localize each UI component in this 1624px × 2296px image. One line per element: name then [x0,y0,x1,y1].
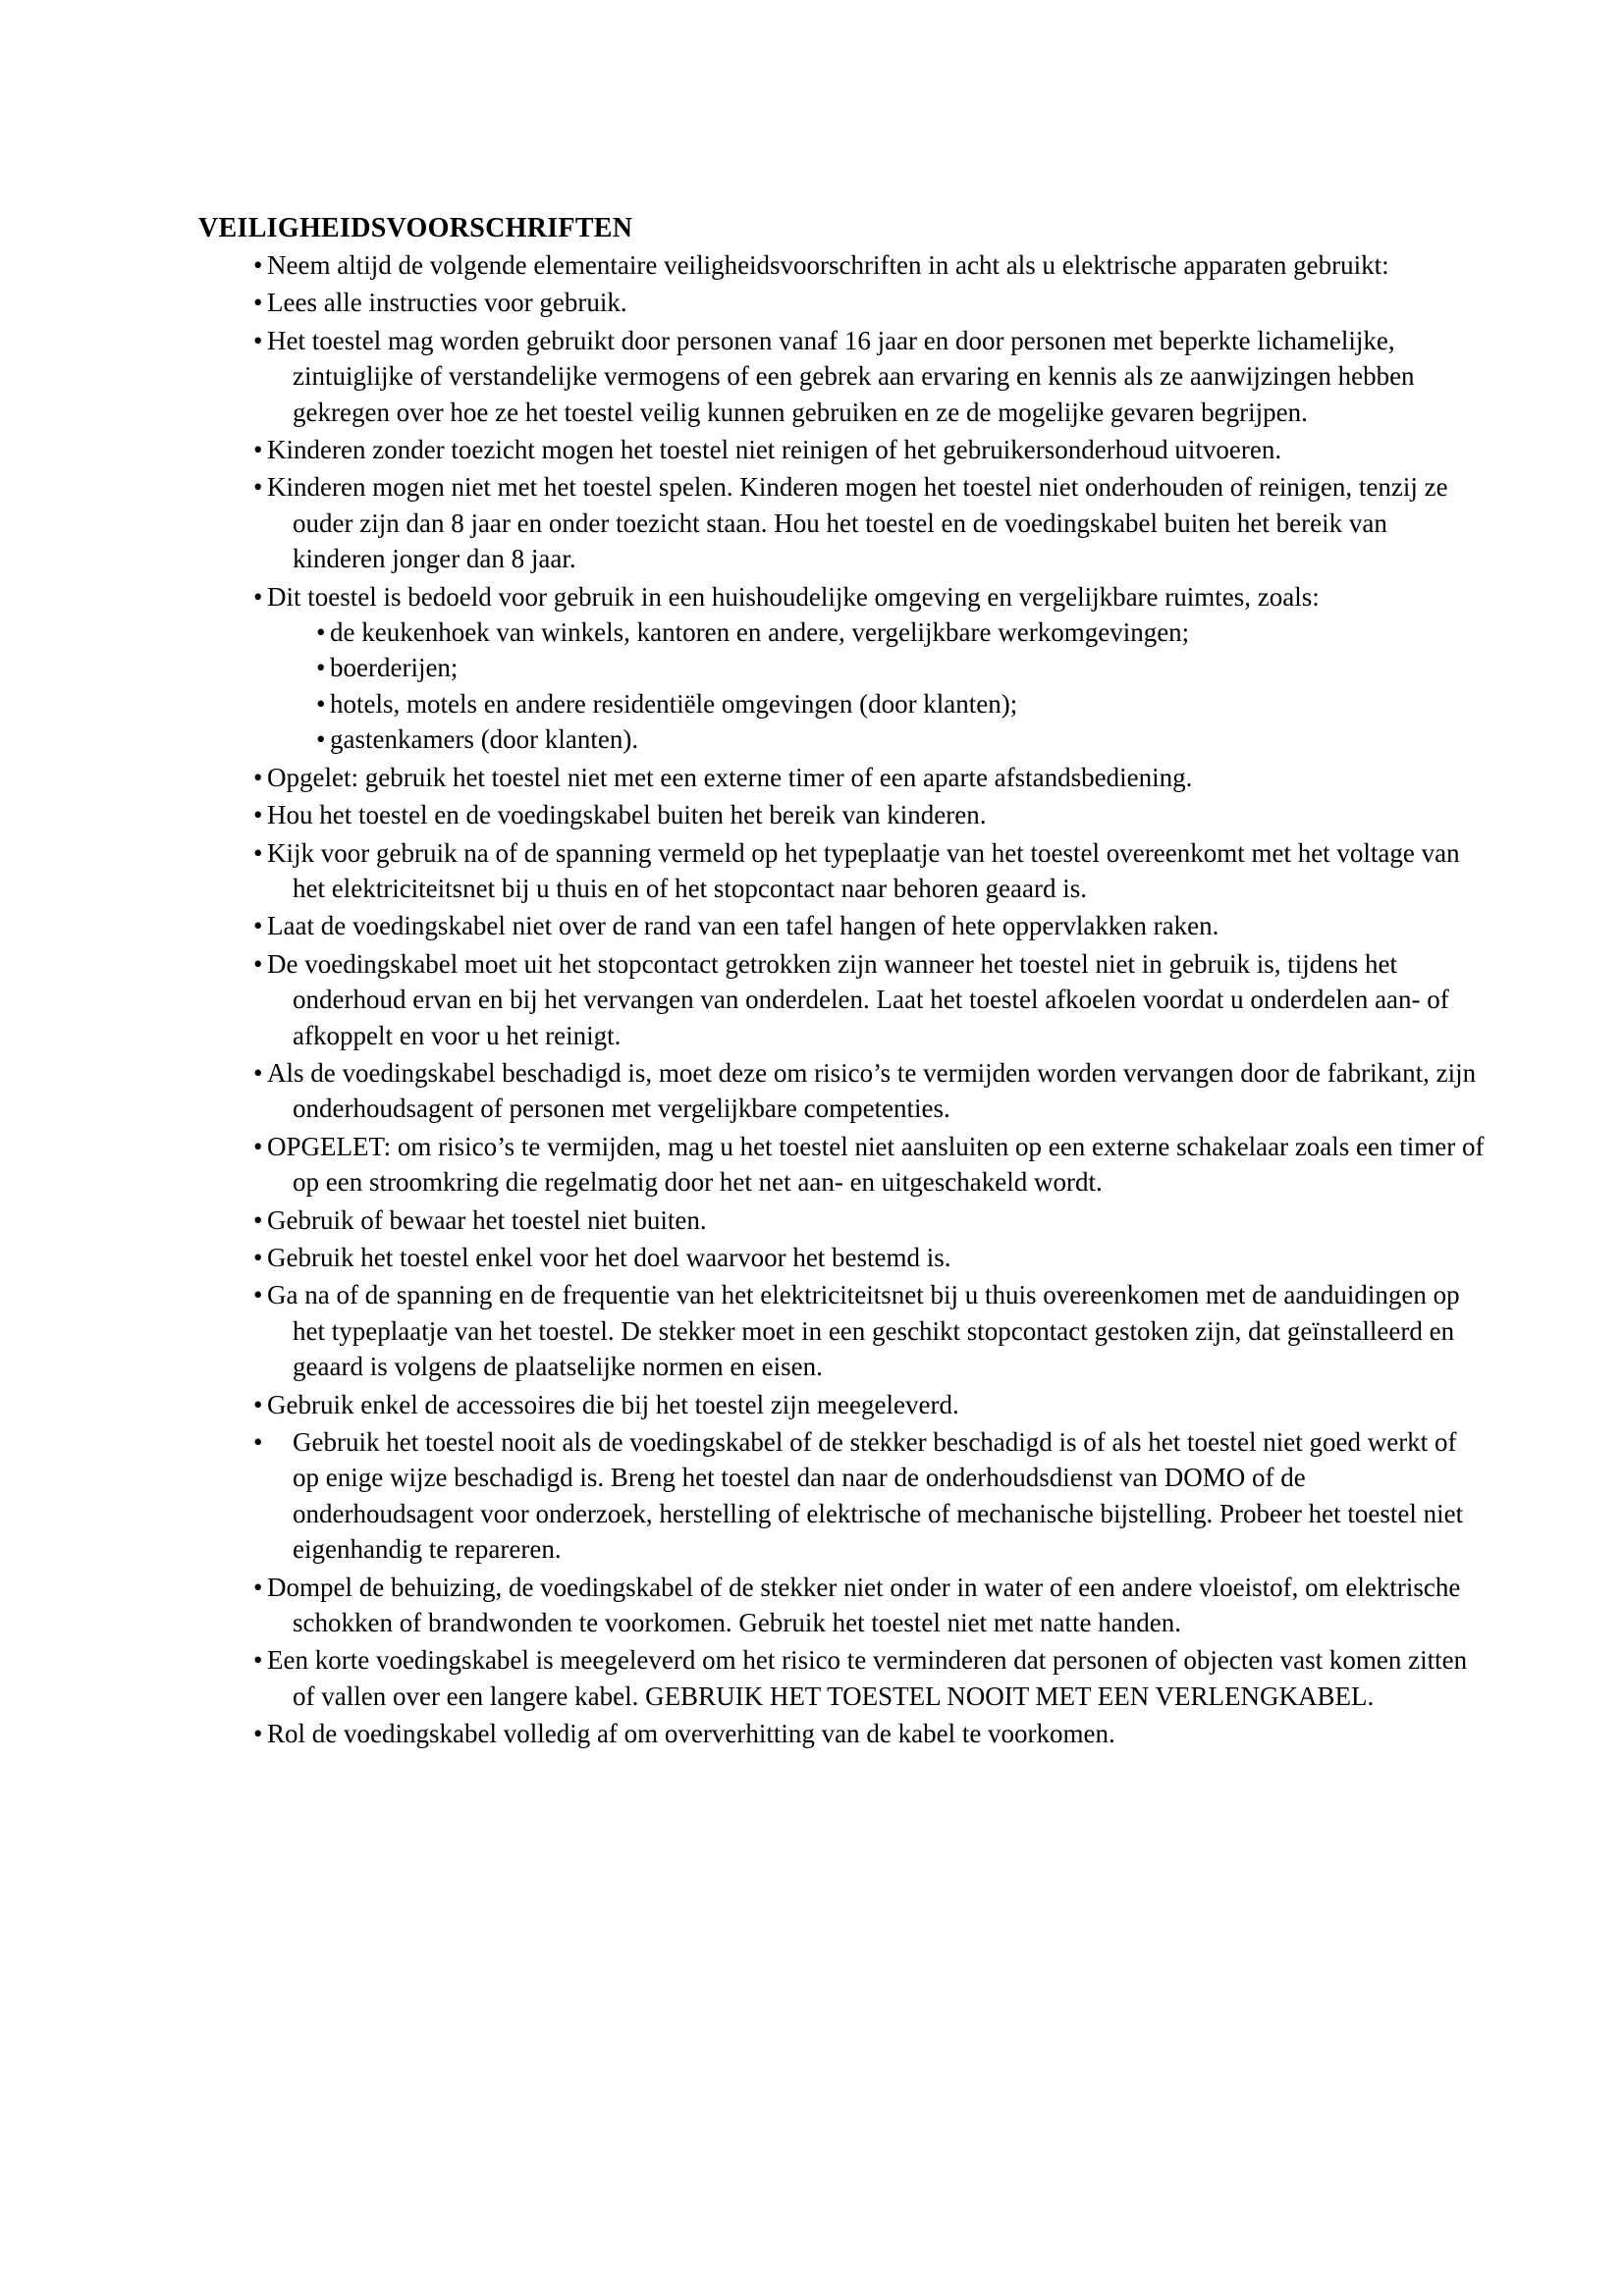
list-item-text: Kinderen zonder toezicht mogen het toestel niet reinigen of het gebruikersonderhoud uitvoeren. [267,435,1282,465]
list-item-text: Gebruik of bewaar het toestel niet buiten. [267,1204,707,1235]
bullet-icon: • [253,435,263,465]
list-item [240,1277,1485,1384]
document-page [198,210,1485,1754]
sub-list-item [316,614,1485,650]
bullet-icon: • [253,1645,263,1676]
sub-list-item [316,650,1485,685]
list-item [240,579,1485,758]
list-item-text: Het toestel mag worden gebruikt door personen vanaf 16 jaar en door personen met beperkte lichamelijke, zintuiglijke of verstandelijke vermogens of een gebrek aan ervaring en kennis als ze aanwijzingen hebben gekregen over hoe ze het toestel veilig kunnen gebruiken en ze de mogelijke gevaren begrijpen. [267,325,1415,427]
bullet-icon: • [253,800,263,830]
bullet-icon: • [253,1242,263,1272]
list-item-text: Dompel de behuizing, de voedingskabel of de stekker niet onder in water of een andere vloeistof, om elektrische schokken of brandwonden te voorkomen. Gebruik het toestel niet met natte handen. [267,1572,1461,1638]
list-item-text: Rol de voedingskabel volledig af om oververhitting van de kabel te voorkomen. [267,1719,1115,1749]
sub-list-item-text: gastenkamers (door klanten). [330,724,639,755]
sub-list-item [316,686,1485,721]
list-item [240,1055,1485,1127]
list-item-text: Hou het toestel en de voedingskabel buiten het bereik van kinderen. [267,800,987,830]
bullet-icon: • [253,1389,263,1419]
list-item-text: Neem altijd de volgende elementaire veiligheidsvoorschriften in acht als u elektrische apparaten gebruikt: [267,250,1389,280]
list-item-text: De voedingskabel moet uit het stopcontact getrokken zijn wanneer het toestel niet in gebruik is, tijdens het onderhoud ervan en bij het vervangen van onderdelen. Laat het toestel afkoelen voordat u onderdelen aan- of afkoppelt en voor u het reinigt. [267,948,1449,1050]
bullet-icon: • [253,911,263,941]
safety-list [198,247,1485,1752]
list-item-text: Gebruik het toestel nooit als de voedingskabel of de stekker beschadigd is of als het toestel niet goed werkt of op enige wijze beschadigd is. Breng het toestel dan naar de onderhoudsdienst van DOMO of de onderhoudsagent voor onderzoek, herstelling of elektrische of mechanische bijstelling. Probeer het toestel niet eigenhandig te repareren. [293,1427,1464,1565]
list-item [240,1240,1485,1275]
list-item-text: Als de voedingskabel beschadigd is, moet deze om risico’s te vermijden worden vervangen door de fabrikant, zijn onderhoudsagent of personen met vergelijkbare competenties. [267,1057,1477,1124]
list-item-text: Opgelet: gebruik het toestel niet met een externe timer of een aparte afstandsbediening. [267,762,1193,792]
list-item [240,469,1485,576]
bullet-icon: • [253,762,263,792]
list-item [240,1129,1485,1201]
list-item [240,432,1485,467]
bullet-icon: • [253,1204,263,1235]
bullet-icon: • [253,1572,263,1602]
sub-list-item [316,721,1485,757]
list-item [240,835,1485,907]
list-item-text: Ga na of de spanning en de frequentie van het elektriciteitsnet bij u thuis overeenkomen met de aanduidingen op het typeplaatje van het toestel. De stekker moet in een geschikt stopcontact gestoken zijn, dat geïnstalleerd en geaard is volgens de plaatselijke normen en eisen. [267,1280,1460,1382]
list-item [240,1202,1485,1238]
bullet-icon: • [316,653,326,683]
bullet-icon: • [253,288,263,318]
bullet-icon: • [253,1280,263,1310]
bullet-icon: • [253,325,263,355]
list-item-text: Een korte voedingskabel is meegeleverd om het risico te verminderen dat personen of objecten vast komen zitten of vallen over een langere kabel. GEBRUIK HET TOESTEL NOOIT MET EEN VERLENGKABEL. [267,1645,1468,1711]
sub-list [293,614,1485,758]
bullet-icon: • [253,837,263,868]
list-item-text: Laat de voedingskabel niet over de rand van een tafel hangen of hete oppervlakken raken. [267,911,1219,941]
list-item [240,285,1485,320]
list-item-text: Kinderen mogen niet met het toestel spelen. Kinderen mogen het toestel niet onderhouden of reinigen, tenzij ze ouder zijn dan 8 jaar en onder toezicht staan. Hou het toestel en de voedingskabel buiten het bereik van kinderen jonger dan 8 jaar. [267,472,1448,574]
list-item [240,908,1485,943]
page-title: VEILIGHEIDSVOORSCHRIFTEN [198,213,633,243]
bullet-icon: • [316,617,326,648]
bullet-icon: • [253,1131,263,1161]
sub-list-item-text: hotels, motels en andere residentiële omgevingen (door klanten); [330,688,1018,719]
sub-list-item-text: de keukenhoek van winkels, kantoren en andere, vergelijkbare werkomgevingen; [330,617,1190,648]
list-item [240,760,1485,795]
list-item [240,1716,1485,1751]
bullet-icon: • [316,688,326,719]
list-item-text: Dit toestel is bedoeld voor gebruik in een huishoudelijke omgeving en vergelijkbare ruimtes, zoals: [267,581,1320,612]
list-item [240,946,1485,1053]
list-item-text: Gebruik het toestel enkel voor het doel waarvoor het bestemd is. [267,1242,951,1272]
bullet-icon: • [253,948,263,979]
list-item-text: Kijk voor gebruik na of de spanning vermeld op het typeplaatje van het toestel overeenkomt met het voltage van het elektriciteitsnet bij u thuis en of het stopcontact naar behoren geaard is. [267,837,1460,903]
list-item [240,323,1485,430]
bullet-icon: • [316,724,326,755]
bullet-icon: • [253,1057,263,1088]
bullet-icon: • [253,581,263,612]
list-item [240,1570,1485,1641]
list-item [240,1642,1485,1714]
bullet-icon: • [253,1427,263,1457]
bullet-icon: • [253,250,263,280]
list-item [240,247,1485,283]
list-item-text: Gebruik enkel de accessoires die bij het toestel zijn meegeleverd. [267,1389,959,1419]
list-item [240,797,1485,832]
bullet-icon: • [253,472,263,503]
list-item-text: Lees alle instructies voor gebruik. [267,288,627,318]
list-item-text: OPGELET: om risico’s te vermijden, mag u het toestel niet aansluiten op een externe schakelaar zoals een timer of op een stroomkring die regelmatig door het net aan- en uitgeschakeld wordt. [267,1131,1485,1198]
list-item [240,1387,1485,1422]
sub-list-item-text: boerderijen; [330,653,459,683]
list-item [240,1424,1485,1568]
bullet-icon: • [253,1719,263,1749]
